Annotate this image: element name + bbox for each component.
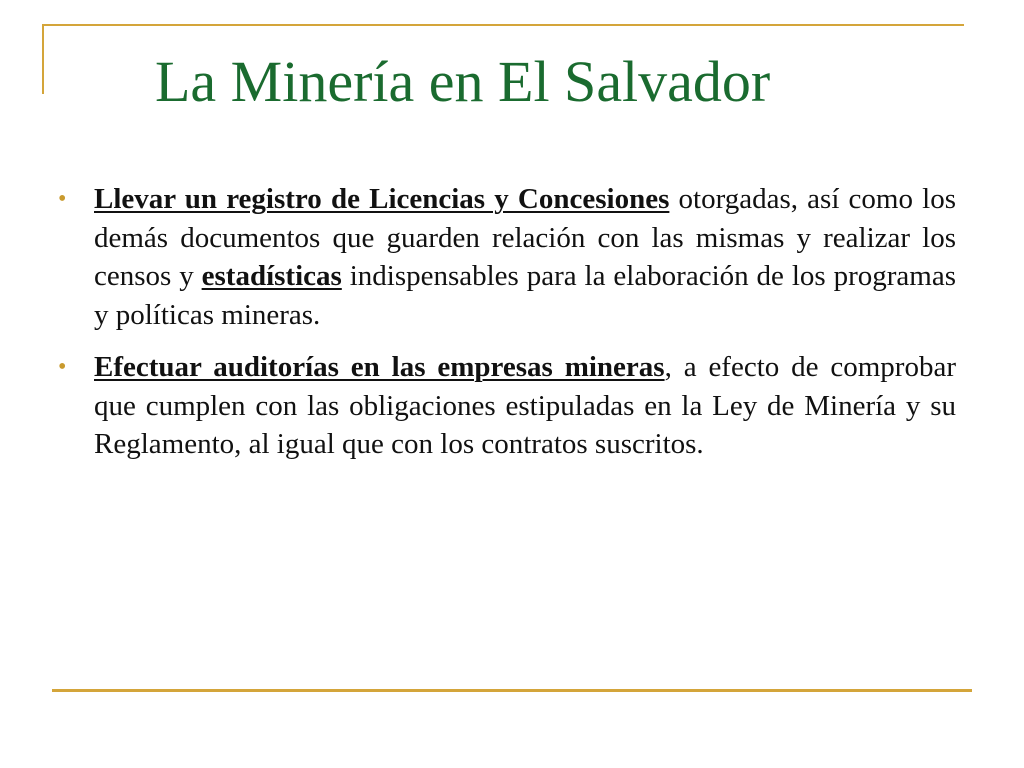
bullet-icon: • xyxy=(58,186,67,212)
bullet-emphasis: Llevar un registro de Licencias y Concesiones xyxy=(94,183,670,215)
bullet-list xyxy=(58,180,956,478)
left-accent-line xyxy=(42,24,44,94)
bullet-text xyxy=(94,348,956,464)
bullet-text xyxy=(94,180,956,334)
bottom-accent-line xyxy=(52,689,972,692)
top-accent-line xyxy=(42,24,964,26)
bullet-body-2: indispensables para la elaboración de los programas y políticas mineras. xyxy=(94,260,956,331)
bullet-item-auditorias xyxy=(58,348,956,464)
bullet-item-registro xyxy=(58,180,956,334)
bullet-emphasis-2: estadísticas xyxy=(201,260,342,292)
bullet-emphasis: Efectuar auditorías en las empresas mineras xyxy=(94,351,665,383)
bullet-body: , a efecto de comprobar que cumplen con las obligaciones estipuladas en la Ley de Minería y su Reglamento, al igual que con los contratos suscritos. xyxy=(94,351,956,460)
bullet-body: otorgadas, así como los demás documentos que guarden relación con las mismas y realizar los censos y xyxy=(94,183,956,292)
slide-title: La Minería en El Salvador xyxy=(155,49,771,114)
bullet-icon: • xyxy=(58,354,67,380)
